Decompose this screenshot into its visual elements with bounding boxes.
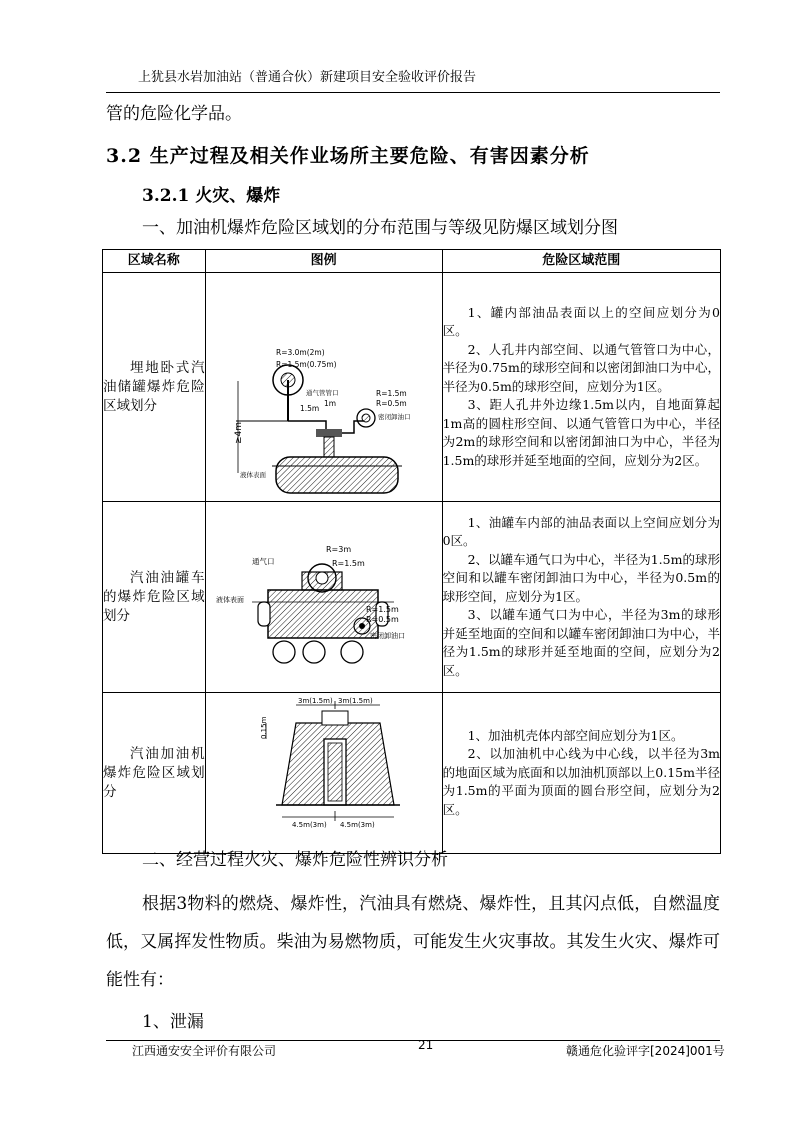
label-d1: 1m xyxy=(323,399,336,408)
buried-tank xyxy=(276,457,398,493)
label-r3: R=1.5m xyxy=(375,389,407,398)
part1-heading: 一、加油机爆炸危险区域划的分布范围与等级见防爆区域划分图 xyxy=(142,218,618,238)
label-r1: R=3.0m(2m) xyxy=(275,348,325,357)
label-r2: R=1.5m(0.75m) xyxy=(275,360,337,369)
range-item: 3、距人孔井外边缘1.5m以内，自地面算起1m高的圆柱形空间、以通气管管口为中心，半径为2m的球形空间和以密闭卸油口为中心，半径为1.5m的球形并延至地面的空间，应划分为2区。 xyxy=(442,397,720,468)
table-row xyxy=(103,502,721,693)
diagram-cell-tank xyxy=(205,273,442,502)
tank-zone-diagram xyxy=(206,273,442,495)
range-cell-tanker xyxy=(442,502,720,693)
label-bottom-right: 4.5m(3m) xyxy=(339,821,375,829)
tanker-zone-diagram xyxy=(206,502,442,686)
footer-rule xyxy=(106,1040,720,1041)
label-unload: 密闭卸油口 xyxy=(369,632,405,640)
item-1-heading: 1、泄漏 xyxy=(142,1012,204,1032)
header-rule xyxy=(106,92,720,93)
col-header-range: 危险区域范围 xyxy=(442,250,720,273)
col-header-zone: 区域名称 xyxy=(103,250,206,273)
label-r1: R=3m xyxy=(325,545,351,554)
label-r3: R=1.5m xyxy=(365,605,399,614)
range-item: 1、加油机壳体内部空间应划分为1区。 xyxy=(467,727,684,743)
label-r2: R=1.5m xyxy=(331,559,365,568)
range-item: 2、以加油机中心线为中心线，以半径为3m的地面区域为底面和以加油机顶部以上0.15m半径为1.5m的平面为顶面的圆台形空间，应划分为2区。 xyxy=(442,746,720,817)
range-item: 1、罐内部油品表面以上的空间应划分为0区。 xyxy=(442,304,720,339)
zone-name-tanker: 汽油油罐车的爆炸危险区域划分 xyxy=(103,502,206,693)
zone-name-dispenser: 汽油加油机爆炸危险区域划分 xyxy=(103,693,206,854)
range-item: 3、以罐车通气口为中心，半径为3m的球形并延至地面的空间和以罐车密闭卸油口为中心，半径为1.5m的球形并延至地面的空间，应划分为2区。 xyxy=(442,607,720,678)
label-top-left: 3m(1.5m) xyxy=(297,697,333,705)
running-header: 上犹县水岩加油站（普通合伙）新建项目安全验收评价报告 xyxy=(138,70,477,85)
range-cell-tank xyxy=(442,273,720,502)
intro-line: 管的危险化学品。 xyxy=(106,104,242,124)
footer-company: 江西通安安全评价有限公司 xyxy=(132,1044,277,1058)
table-header-row xyxy=(103,250,721,273)
hazard-zone-table xyxy=(102,249,721,854)
range-item: 2、人孔井内部空间、以通气管管口为中心，半径为0.75m的球形空间和以密闭卸油口为中心，半径为0.5m的球形空间，应划分为1区。 xyxy=(442,341,720,394)
label-d15: 1.5m xyxy=(299,404,319,413)
tanker-body xyxy=(268,590,378,638)
diagram-cell-dispenser xyxy=(205,693,442,854)
col-header-legend: 图例 xyxy=(205,250,442,273)
label-unload: 密闭卸油口 xyxy=(377,413,411,421)
section-number: 3.2 xyxy=(106,145,143,167)
range-cell-dispenser xyxy=(442,693,720,854)
label-top-right: 3m(1.5m) xyxy=(337,697,373,705)
zone-name-tank: 埋地卧式汽油储罐爆炸危险区域划分 xyxy=(103,273,206,502)
label-vent: 通气口 xyxy=(251,557,275,566)
section-title: 生产过程及相关作业场所主要危险、有害因素分析 xyxy=(149,145,590,167)
range-item: 1、油罐车内部的油品表面以上空间应划分为0区。 xyxy=(442,514,720,549)
range-item: 2、以罐车通气口为中心，半径为1.5m的球形空间和以罐车密闭卸油口为中心，半径为0.5m的球形空间，应划分为1区。 xyxy=(442,551,720,604)
label-height: 0.15m xyxy=(259,716,268,739)
label-r4: R=0.5m xyxy=(375,399,407,408)
label-vent: 通气管管口 xyxy=(305,389,339,397)
part2-heading: 二、经营过程火灾、爆炸危险性辨识分析 xyxy=(142,850,448,870)
label-surface: 液体表面 xyxy=(239,471,266,479)
diagram-cell-tanker xyxy=(205,502,442,693)
section-heading xyxy=(106,141,590,168)
label-r4: R=0.5m xyxy=(365,615,399,624)
dispenser-top xyxy=(322,711,348,725)
footer-page-number: 21 xyxy=(418,1038,434,1052)
label-height: ≥4m xyxy=(233,421,244,444)
label-surface: 液体表面 xyxy=(215,596,244,604)
body-paragraph: 根据3物料的燃烧、爆炸性，汽油具有燃烧、爆炸性，且其闪点低，自燃温度低，又属挥发性物质。柴油为易燃物质，可能发生火灾事故。其发生火灾、爆炸可能性有： xyxy=(106,894,720,990)
table-row xyxy=(103,273,721,502)
label-bottom-left: 4.5m(3m) xyxy=(291,821,327,829)
footer-report-code: 赣通危化验评字[2024]001号 xyxy=(566,1044,725,1058)
subsection-heading: 3.2.1 火灾、爆炸 xyxy=(142,186,281,206)
dispenser-zone-diagram xyxy=(206,693,442,847)
table-row xyxy=(103,693,721,854)
